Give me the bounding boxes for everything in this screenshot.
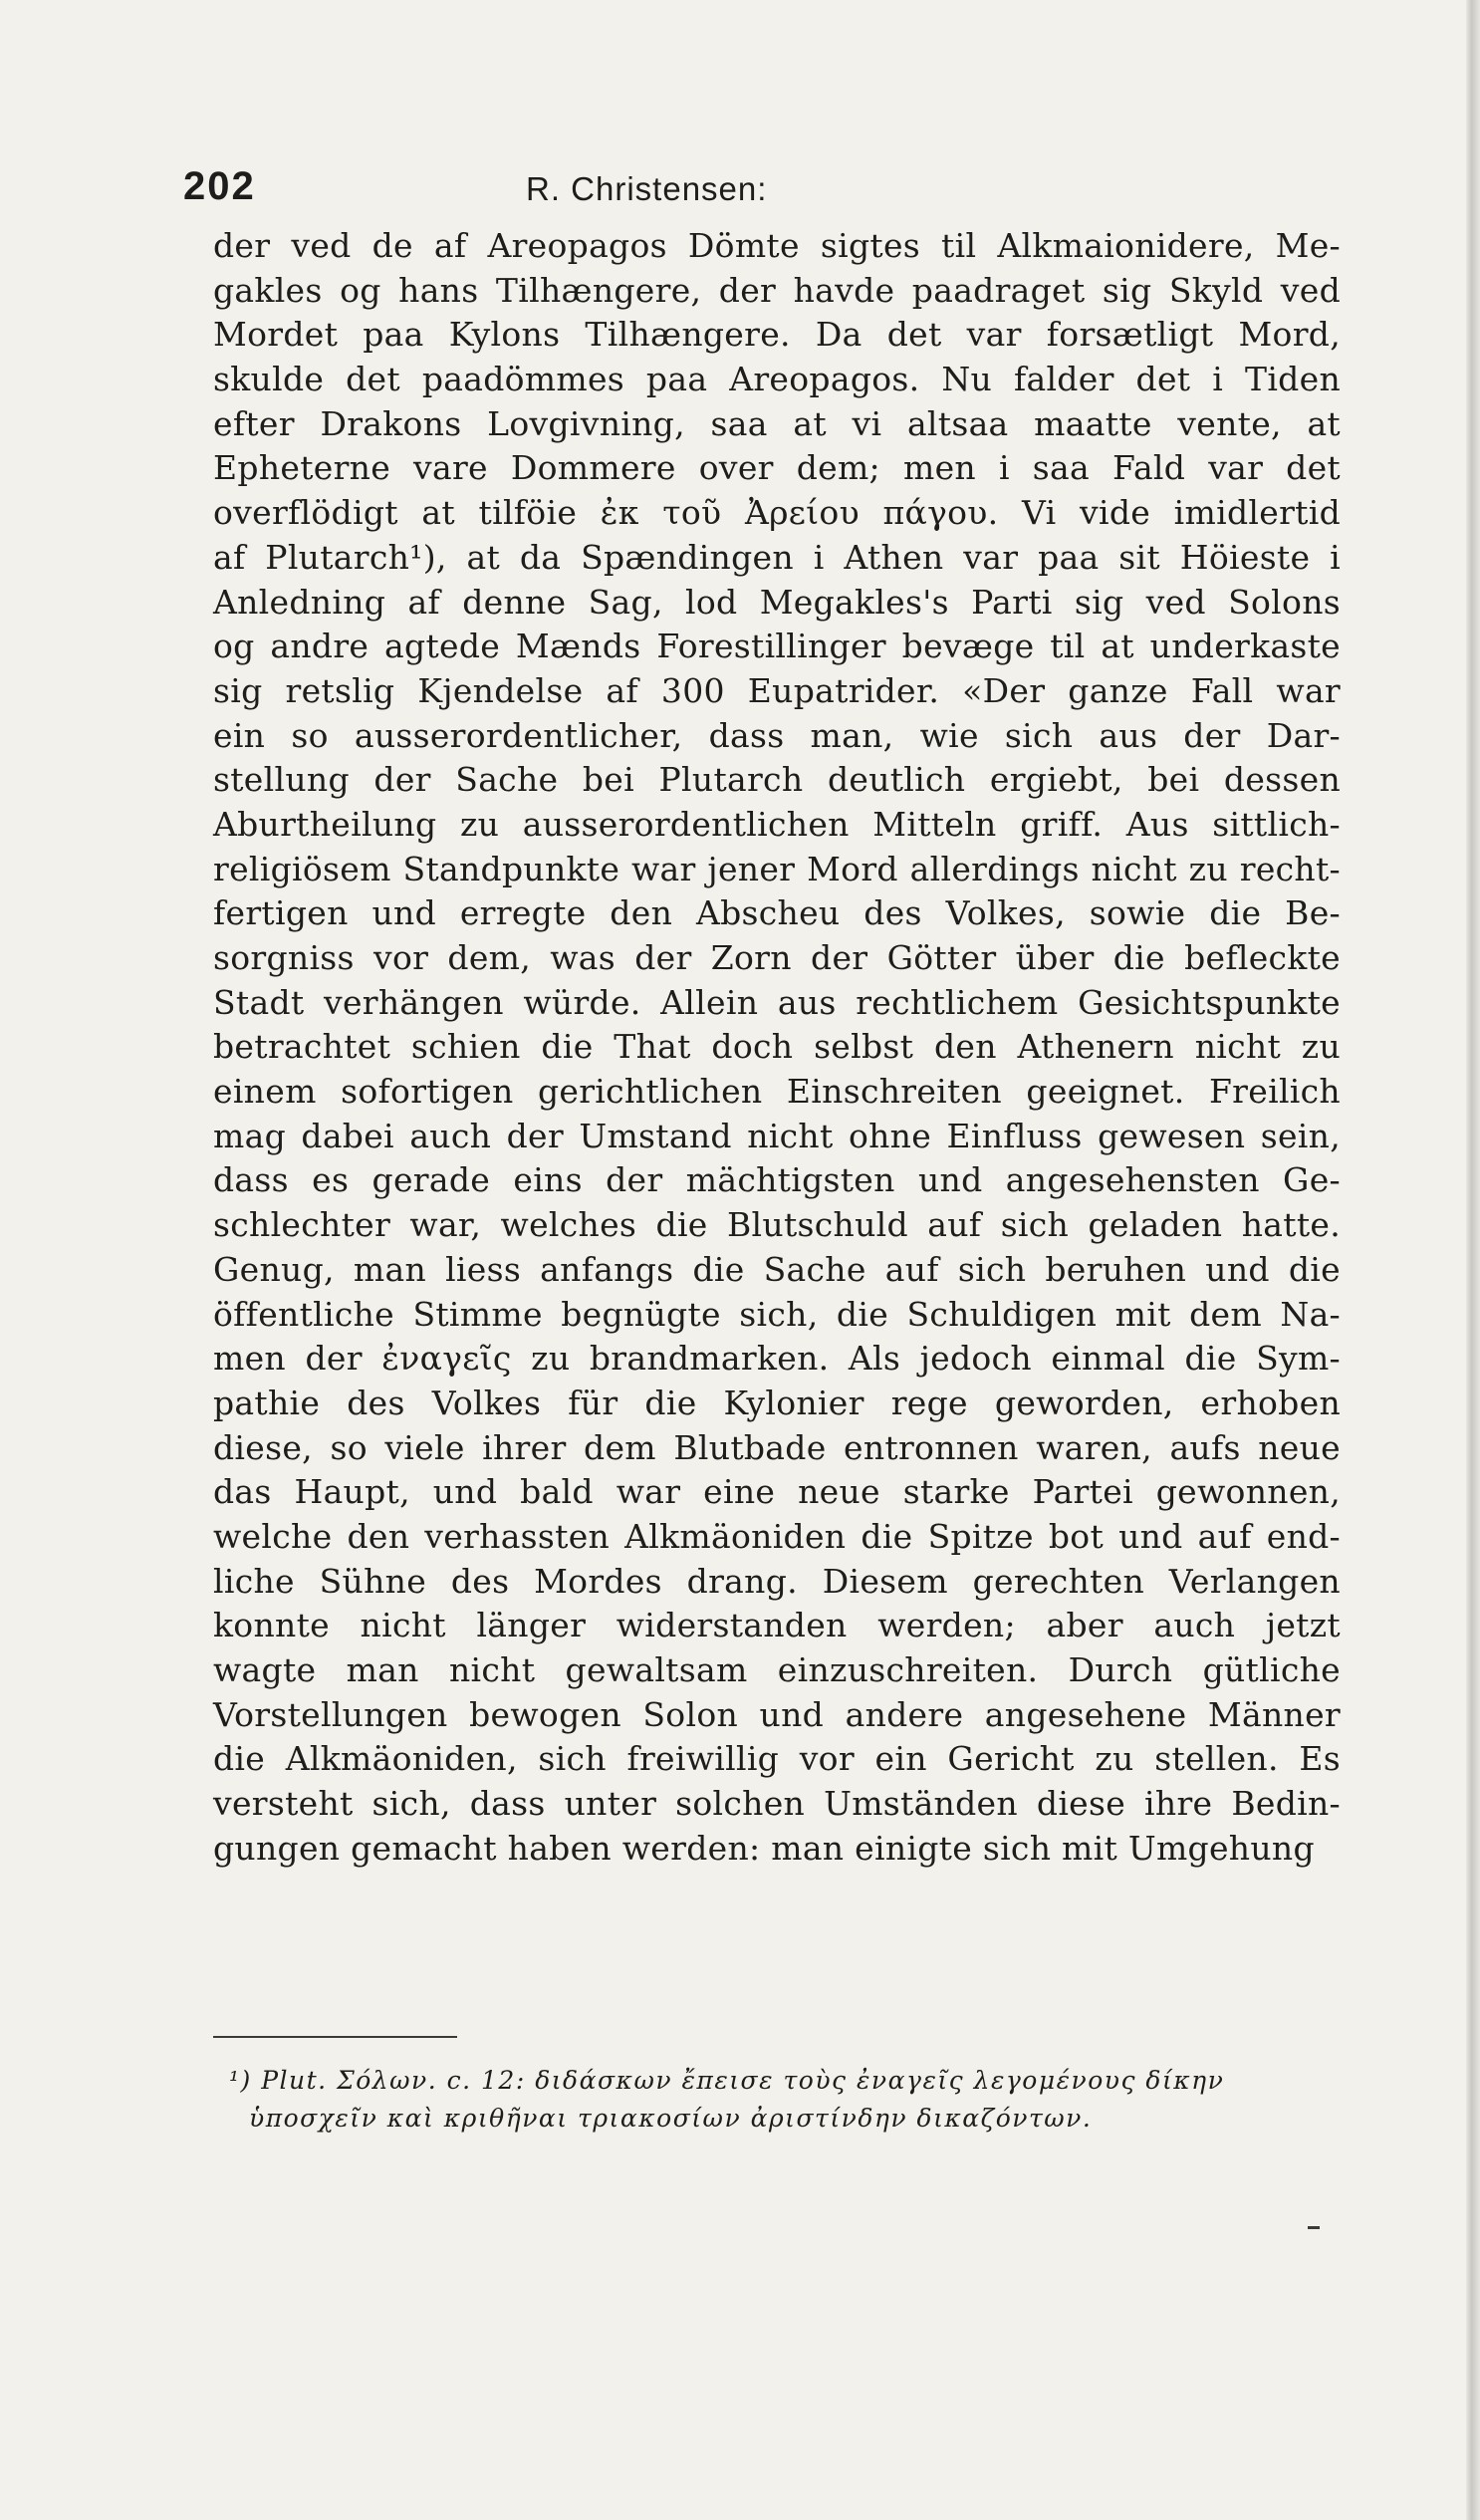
text-line: der ved de af Areopagos Dömte sigtes til Alkmaionidere, Me- bbox=[213, 226, 1341, 265]
body-text bbox=[213, 224, 1341, 1871]
text-line: mag dabei auch der Umstand nicht ohne Einfluss gewesen sein, bbox=[213, 1116, 1341, 1155]
page-header bbox=[183, 164, 1329, 214]
text-line: Mordet paa Kylons Tilhængere. Da det var forsætligt Mord, bbox=[213, 315, 1341, 355]
footnote-divider bbox=[213, 2036, 457, 2038]
text-line: Epheterne vare Dommere over dem; men i saa Fald var det bbox=[213, 448, 1341, 488]
text-line: Aburtheilung zu ausserordentlichen Mitteln griff. Aus sittlich- bbox=[213, 804, 1341, 844]
page-number: 202 bbox=[183, 164, 256, 208]
text-line: sorgniss vor dem, was der Zorn der Götter über die befleckte bbox=[213, 938, 1341, 977]
footnotes bbox=[229, 2062, 1335, 2138]
text-line: overflödigt at tilföie ἐκ τοῦ Ἀρείου πάγου. Vi vide imidlertid bbox=[213, 493, 1341, 533]
text-line: Genug, man liess anfangs die Sache auf sich beruhen und die bbox=[213, 1249, 1341, 1289]
text-line: schlechter war, welches die Blutschuld auf sich geladen hatte. bbox=[213, 1205, 1341, 1245]
text-line: liche Sühne des Mordes drang. Diesem gerechten Verlangen bbox=[213, 1561, 1341, 1601]
margin-mark bbox=[1308, 2226, 1320, 2229]
text-line: welche den verhassten Alkmäoniden die Spitze bot und auf end- bbox=[213, 1516, 1341, 1556]
text-line: konnte nicht länger widerstanden werden; aber auch jetzt bbox=[213, 1606, 1341, 1645]
text-line: die Alkmäoniden, sich freiwillig vor ein Gericht zu stellen. Es bbox=[213, 1739, 1341, 1779]
footnote-line: ὑποσχεῖν καὶ κριθῆναι τριακοσίων ἀριστίνδην δικαζόντων. bbox=[249, 2104, 1093, 2133]
text-line: ein so ausserordentlicher, dass man, wie sich aus der Dar- bbox=[213, 715, 1341, 755]
text-line: men der ἐναγεῖς zu brandmarken. Als jedoch einmal die Sym- bbox=[213, 1339, 1341, 1379]
text-line: sig retslig Kjendelse af 300 Eupatrider. «Der ganze Fall war bbox=[213, 670, 1341, 710]
text-line: diese, so viele ihrer dem Blutbade entronnen waren, aufs neue bbox=[213, 1427, 1341, 1467]
running-head: R. Christensen: bbox=[526, 170, 768, 207]
text-line: einem sofortigen gerichtlichen Einschreiten geeignet. Freilich bbox=[213, 1072, 1341, 1112]
text-line: öffentliche Stimme begnügte sich, die Schuldigen mit dem Na- bbox=[213, 1294, 1341, 1334]
text-line: Anledning af denne Sag, lod Megakles's Parti sig ved Solons bbox=[213, 582, 1341, 622]
text-line: gungen gemacht haben werden: man einigte sich mit Umgehung bbox=[213, 1828, 1315, 1868]
text-line: skulde det paadömmes paa Areopagos. Nu falder det i Tiden bbox=[213, 360, 1341, 399]
text-line: pathie des Volkes für die Kylonier rege geworden, erhoben bbox=[213, 1383, 1341, 1422]
text-line: gakles og hans Tilhængere, der havde paadraget sig Skyld ved bbox=[213, 270, 1341, 310]
footnote-line: ¹) Plut. Σόλων. c. 12: διδάσκων ἔπεισε τοὺς ἐναγεῖς λεγομένους δίκην bbox=[229, 2066, 1225, 2095]
text-line: Vorstellungen bewogen Solon und andere angesehene Männer bbox=[213, 1694, 1341, 1734]
text-line: das Haupt, und bald war eine neue starke Partei gewonnen, bbox=[213, 1472, 1341, 1512]
text-line: fertigen und erregte den Abscheu des Volkes, sowie die Be- bbox=[213, 893, 1341, 933]
text-line: stellung der Sache bei Plutarch deutlich ergiebt, bei dessen bbox=[213, 760, 1341, 800]
text-line: religiösem Standpunkte war jener Mord allerdings nicht zu recht- bbox=[213, 849, 1341, 888]
text-line: betrachtet schien die That doch selbst den Athenern nicht zu bbox=[213, 1027, 1341, 1067]
text-line: wagte man nicht gewaltsam einzuschreiten. Durch gütliche bbox=[213, 1650, 1341, 1689]
text-line: dass es gerade eins der mächtigsten und angesehensten Ge- bbox=[213, 1160, 1341, 1200]
text-line: efter Drakons Lovgivning, saa at vi altsaa maatte vente, at bbox=[213, 403, 1341, 443]
text-line: af Plutarch¹), at da Spændingen i Athen var paa sit Höieste i bbox=[213, 537, 1341, 577]
text-line: versteht sich, dass unter solchen Umständen diese ihre Bedin- bbox=[213, 1784, 1341, 1824]
page-edge bbox=[1466, 0, 1480, 2520]
text-line: og andre agtede Mænds Forestillinger bevæge til at underkaste bbox=[213, 627, 1341, 666]
text-line: Stadt verhängen würde. Allein aus rechtlichem Gesichtspunkte bbox=[213, 982, 1341, 1022]
